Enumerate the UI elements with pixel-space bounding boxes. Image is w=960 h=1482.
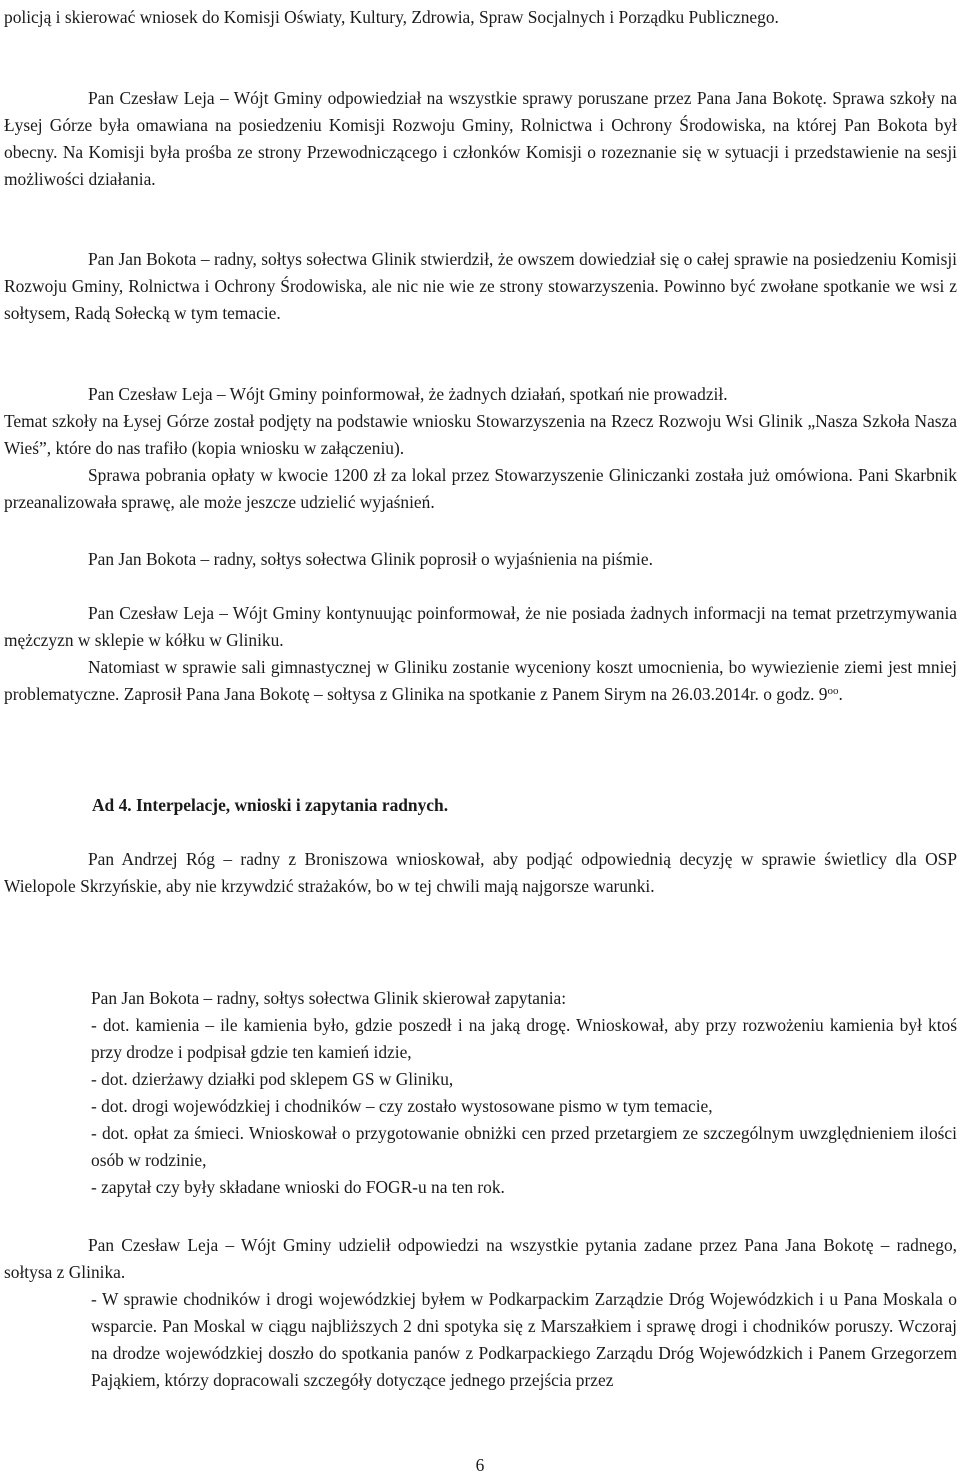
section-heading-ad4 xyxy=(4,792,957,819)
superscript: oo xyxy=(827,685,839,697)
paragraph-wojt-answers xyxy=(4,1232,957,1394)
list-item: - dot. dzierżawy działki pod sklepem GS w Gliniku, xyxy=(91,1069,454,1089)
paragraph-line: Pan Czesław Leja – Wójt Gminy kontynuując poinformował, że nie posiada żadnych informacji na temat przetrzymywania mężczyzn w sklepie w kółku w Gliniku. xyxy=(4,603,957,650)
list-item: - dot. drogi wojewódzkiej i chodników – czy zostało wystosowane pismo w tym temacie, xyxy=(91,1096,713,1116)
list-item: - dot. kamienia – ile kamienia było, gdzie poszedł i na jaką drogę. Wnioskował, aby przy rozwożeniu kamienia był ktoś przy drodze i podpisał gdzie ten kamień idzie, xyxy=(91,1015,957,1062)
paragraph-wojt-response-2 xyxy=(4,381,957,516)
paragraph-text: . xyxy=(838,684,843,704)
paragraph-bokota-request xyxy=(4,546,957,573)
paragraph-line: Pan Czesław Leja – Wójt Gminy odpowiedział na wszystkie sprawy poruszane przez Pana Jana Bokotę. Sprawa szkoły na Łysej Górze była omawiana na posiedzeniu Komisji Rozwoju Gminy, Rolnictwa i Ochrony Środowiska, na której Pan Bokota był obecny. Na Komisji była prośba ze strony Przewodniczącego i członków Komisji o rozeznanie się w sytuacji i przedstawienie na sesji możliwości działania. xyxy=(4,88,957,189)
page-number: 6 xyxy=(475,1455,485,1475)
paragraph-wojt-response-1 xyxy=(4,85,957,193)
section-heading: Ad 4. Interpelacje, wnioski i zapytania radnych. xyxy=(92,795,449,815)
list-item: - zapytał czy były składane wnioski do FOGR-u na ten rok. xyxy=(91,1177,505,1197)
paragraph-intro xyxy=(4,4,957,31)
paragraph-text: Natomiast w sprawie sali gimnastycznej w Gliniku zostanie wyceniony koszt umocnienia, bo wywiezienie ziemi jest mniej problematyczne. Zaprosił Pana Jana Bokotę – sołtysa z Glinika na spotkanie z Panem Sirym na 26.03.2014r. o godz. 9 xyxy=(4,657,957,704)
paragraph-line: policją i skierować wniosek do Komisji Oświaty, Kultury, Zdrowia, Spraw Socjalnych i Porządku Publicznego. xyxy=(4,7,779,27)
list-item: - W sprawie chodników i drogi wojewódzkiej byłem w Podkarpackim Zarządzie Dróg Wojewódzkich i u Pana Moskala o wsparcie. Pan Moskal w ciągu najbliższych 2 dni spotyka się z Marszałkiem i sprawę drogi i chodników poruszy. Wczoraj na drodze wojewódzkiej doszło do spotkania panów z Podkarpackiego Zarządu Dróg Wojewódzkich i Panem Grzegorzem Pająkiem, którzy dopracowali szczegóły dotyczące jednego przejścia przez xyxy=(91,1289,957,1390)
paragraph-line xyxy=(4,654,957,708)
paragraph-bokota-questions xyxy=(4,985,957,1201)
list-item: - dot. opłat za śmieci. Wnioskował o przygotowanie obniżki cen przed przetargiem ze szczególnym uwzględnieniem ilości osób w rodzinie, xyxy=(91,1123,957,1170)
paragraph-wojt-continued xyxy=(4,600,957,708)
paragraph-line: Pan Andrzej Róg – radny z Broniszowa wnioskował, aby podjąć odpowiednią decyzję w sprawie świetlicy dla OSP Wielopole Skrzyńskie, aby nie krzywdzić strażaków, bo w tej chwili mają najgorsze warunki. xyxy=(4,849,957,896)
paragraph-line: Temat szkoły na Łysej Górze został podjęty na podstawie wniosku Stowarzyszenia na Rzecz Rozwoju Wsi Glinik „Nasza Szkoła Nasza Wieś”, które do nas trafiło (kopia wniosku w załączeniu). xyxy=(4,411,957,458)
paragraph-line: Pan Czesław Leja – Wójt Gminy poinformował, że żadnych działań, spotkań nie prowadził. xyxy=(88,384,728,404)
paragraph-line: Sprawa pobrania opłaty w kwocie 1200 zł za lokal przez Stowarzyszenie Gliniczanki została już omówiona. Pani Skarbnik przeanalizowała sprawę, ale może jeszcze udzielić wyjaśnień. xyxy=(4,465,957,512)
paragraph-rog-motion xyxy=(4,846,957,900)
paragraph-line: Pan Czesław Leja – Wójt Gminy udzielił odpowiedzi na wszystkie pytania zadane przez Pana Jana Bokotę – radnego, sołtysa z Glinika. xyxy=(4,1235,957,1282)
paragraph-line: Pan Jan Bokota – radny, sołtys sołectwa Glinik skierował zapytania: xyxy=(91,988,567,1008)
paragraph-line: Pan Jan Bokota – radny, sołtys sołectwa Glinik poprosił o wyjaśnienia na piśmie. xyxy=(88,549,653,569)
paragraph-bokota-statement xyxy=(4,246,957,327)
paragraph-line: Pan Jan Bokota – radny, sołtys sołectwa Glinik stwierdził, że owszem dowiedział się o całej sprawie na posiedzeniu Komisji Rozwoju Gminy, Rolnictwa i Ochrony Środowiska, ale nic nie wie ze strony stowarzyszenia. Powinno być zwołane spotkanie we wsi z sołtysem, Radą Sołecką w tym temacie. xyxy=(4,249,957,323)
